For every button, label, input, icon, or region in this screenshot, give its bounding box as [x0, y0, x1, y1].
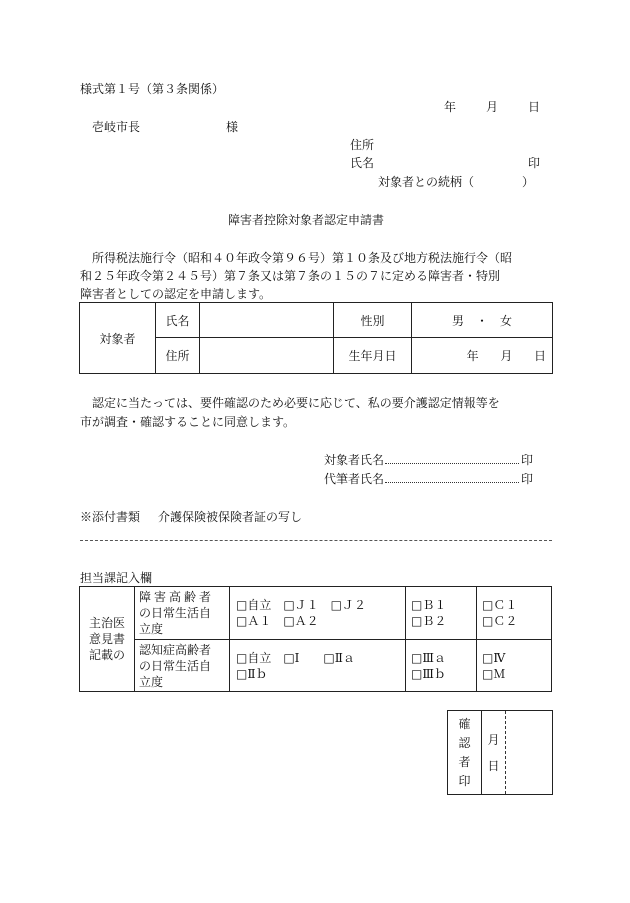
birth-date-field[interactable]	[412, 338, 553, 374]
subject-name-label-cell	[156, 303, 200, 338]
subject-header-cell	[80, 303, 156, 374]
addressee: 壱岐市長	[92, 120, 141, 134]
disability-options-line-2: □Ａ１ □Ａ２	[236, 614, 319, 628]
attachment-value: 介護保険被保険者証の写し	[158, 510, 303, 524]
subject-signature-line[interactable]	[385, 451, 519, 464]
document-title: 障害者控除対象者認定申請書	[228, 213, 385, 227]
office-table	[79, 586, 552, 692]
doctor-opinion-label-cell	[80, 587, 135, 692]
dementia-label-cell	[135, 640, 230, 692]
dementia-option-3a: □Ⅲａ	[411, 650, 446, 665]
office-section-heading: 担当課記入欄	[80, 571, 153, 585]
dementia-options-group-3[interactable]	[477, 640, 552, 692]
confirm-label-cell	[448, 711, 482, 795]
subject-name-field[interactable]	[200, 303, 334, 338]
dementia-options-line-2: □Ⅱｂ	[236, 666, 268, 681]
date-year-label: 年	[444, 100, 457, 114]
dementia-options-group-2[interactable]	[406, 640, 477, 692]
disability-option-c1: □Ｃ１	[482, 598, 518, 612]
disability-label-line-1: 障害高齢者	[139, 590, 215, 604]
disability-options-group-3[interactable]	[477, 587, 552, 640]
subject-header: 対象者	[99, 331, 136, 346]
subject-address-field[interactable]	[200, 338, 334, 374]
confirm-month-label: 月	[487, 732, 500, 747]
confirm-label-1: 確	[458, 716, 471, 731]
subject-name-label: 氏名	[165, 313, 190, 328]
disability-options-group-1[interactable]	[230, 587, 406, 640]
birth-month-label: 月	[500, 349, 513, 363]
gender-options-cell[interactable]	[412, 303, 553, 338]
proxy-signature-seal: 印	[521, 472, 534, 486]
dementia-option-m: □Ｍ	[482, 666, 506, 681]
disability-label-cell	[135, 587, 230, 640]
dementia-options-group-1[interactable]	[230, 640, 406, 692]
disability-option-b1: □Ｂ１	[411, 598, 447, 612]
applicant-seal: 印	[528, 156, 541, 170]
dementia-option-3b: □Ⅲｂ	[411, 666, 446, 681]
date-month-label: 月	[486, 100, 499, 114]
gender-label: 性別	[360, 313, 385, 328]
confirm-day-label: 日	[487, 758, 500, 773]
body-line-2: 和２５年政令第２４５号）第７条又は第７条の１５の７に定める障害者・特別	[80, 269, 501, 283]
dementia-option-4: □Ⅳ	[482, 650, 506, 665]
disability-options-group-2[interactable]	[406, 587, 477, 640]
subject-address-label: 住所	[165, 349, 190, 363]
relationship-label: 対象者との続柄（	[378, 175, 475, 189]
dementia-options-line-1: □自立 □Ⅰ □Ⅱａ	[236, 650, 355, 665]
applicant-name-label: 氏名	[350, 156, 375, 170]
disability-label-line-2: の日常生活自	[139, 606, 212, 620]
subject-signature-seal: 印	[521, 453, 534, 467]
birth-label-cell	[334, 338, 412, 374]
proxy-signature-row	[324, 470, 533, 487]
doctor-label-line-1: 主治医	[88, 616, 125, 630]
confirm-seal-area[interactable]	[506, 711, 553, 795]
applicant-address-label: 住所	[350, 138, 375, 152]
subject-signature-row	[324, 451, 533, 468]
attachment-label: ※添付書類	[80, 510, 141, 524]
consent-line-1: 認定に当たっては、要件確認のため必要に応じて、私の要介護認定情報等を	[92, 396, 500, 410]
form-number: 様式第１号（第３条関係）	[80, 82, 225, 96]
doctor-label-line-3: 記載の	[88, 648, 125, 662]
subject-address-label-cell	[156, 338, 200, 374]
disability-label-line-3: 立度	[139, 622, 164, 636]
birth-year-label: 年	[466, 349, 479, 363]
confirm-label-3: 者	[458, 754, 471, 769]
body-line-3: 障害者としての認定を申請します。	[80, 287, 272, 301]
birth-day-label: 日	[533, 349, 546, 363]
date-day-label: 日	[528, 100, 541, 114]
consent-line-2: 市が調査・確認することに同意します。	[80, 415, 296, 429]
subject-signature-label: 対象者氏名	[324, 453, 385, 467]
addressee-honorific: 様	[226, 120, 239, 134]
dementia-label-line-3: 立度	[139, 674, 164, 689]
cut-line-divider	[80, 540, 552, 541]
confirm-label-4: 印	[458, 773, 471, 788]
disability-options-line-1: □自立 □Ｊ１ □Ｊ２	[236, 598, 367, 612]
confirm-date-cell[interactable]	[482, 711, 506, 795]
proxy-signature-line[interactable]	[385, 470, 519, 483]
gender-label-cell	[334, 303, 412, 338]
confirm-label-2: 認	[458, 735, 471, 750]
disability-option-c2: □Ｃ２	[482, 614, 518, 628]
confirm-box	[447, 710, 553, 795]
disability-option-b2: □Ｂ２	[411, 614, 447, 628]
body-line-1: 所得税法施行令（昭和４０年政令第９６号）第１０条及び地方税法施行令（昭	[92, 251, 513, 265]
relationship-close: ）	[522, 175, 535, 189]
subject-table	[79, 302, 553, 374]
gender-options: 男 ・ 女	[451, 313, 512, 328]
dementia-label-line-2: の日常生活自	[139, 658, 212, 673]
birth-label: 生年月日	[348, 349, 397, 363]
dementia-label-line-1: 認知症高齢者	[139, 642, 212, 657]
proxy-signature-label: 代筆者氏名	[324, 472, 385, 486]
doctor-label-line-2: 意見書	[88, 632, 125, 646]
